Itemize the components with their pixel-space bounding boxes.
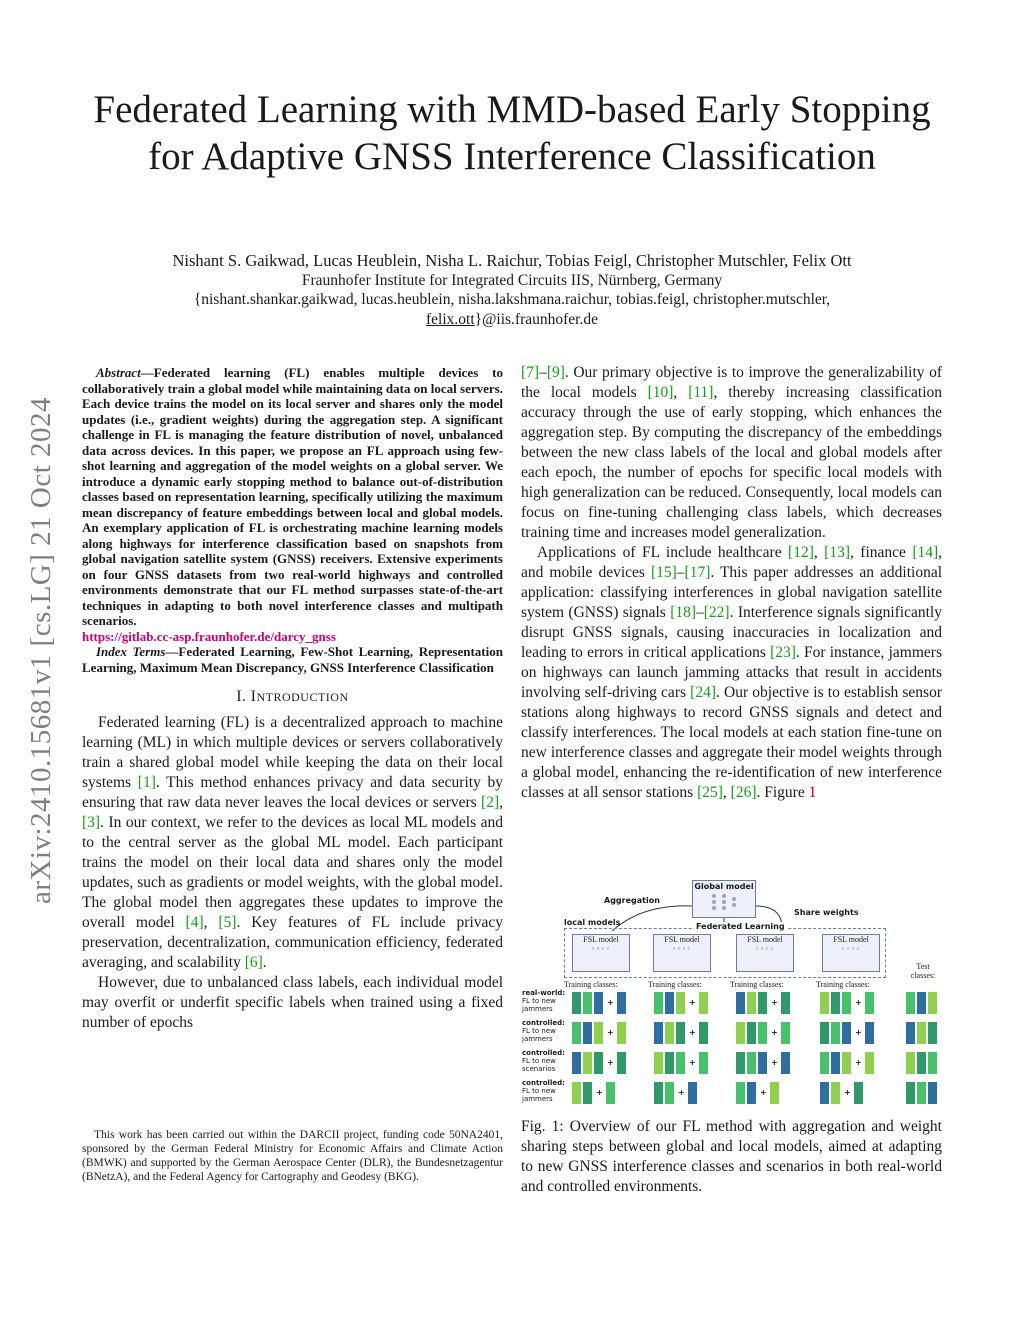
spectrogram-thumbnail — [583, 1052, 592, 1074]
left-column — [82, 365, 504, 1031]
spectrogram-thumbnail — [676, 992, 685, 1014]
spectrogram-thumbnail — [654, 1052, 663, 1074]
figure-caption: Fig. 1: Overview of our FL method with aggregation and weight sharing steps between global and local models, aimed at adapting to new GNSS interference classes and scenarios in both real-world and controlled environments. — [521, 1118, 942, 1195]
plus-sign: + — [678, 1088, 685, 1097]
code-repository-link[interactable]: https://gitlab.cc-asp.fraunhofer.de/darcy_gnss — [82, 628, 336, 644]
intro-paragraph-2: However, due to unbalanced class labels, each individual model may overfit or underfit specific labels when trained using a fixed number of epochs — [82, 974, 503, 1031]
spectrogram-thumbnail — [617, 992, 626, 1014]
plus-sign: + — [607, 1058, 614, 1067]
spectrogram-thumbnail — [699, 992, 708, 1014]
plus-sign: + — [771, 998, 778, 1007]
citation[interactable]: [24] — [690, 684, 716, 701]
right-column — [521, 363, 942, 803]
spectrogram-thumbnail — [758, 1052, 767, 1074]
citation[interactable]: [11] — [688, 384, 714, 401]
email-line-1: {nishant.shankar.gaikwad, lucas.heublein, nisha.lakshmana.raichur, tobias.feigl, christopher.mutschler, — [193, 291, 831, 308]
spectrogram-thumbnail — [831, 1082, 840, 1104]
row-label: real-world: FL to new jammers — [522, 989, 566, 1013]
citation[interactable]: [6] — [244, 954, 263, 971]
fsl-model-box: FSL model ∘∘∘∘ — [572, 934, 630, 972]
training-classes-label: Training classes: — [648, 980, 702, 989]
spectrogram-thumbnail — [831, 992, 840, 1014]
row-label: controlled: FL to new jammers — [522, 1079, 565, 1103]
share-weights-label: Share weights — [794, 908, 859, 917]
citation[interactable]: [9] — [546, 364, 565, 381]
figure-reference[interactable]: 1 — [808, 784, 817, 801]
spectrogram-thumbnail — [665, 1082, 674, 1104]
spectrogram-thumbnail — [617, 1052, 626, 1074]
plus-sign: + — [771, 1028, 778, 1037]
aggregation-label: Aggregation — [604, 896, 660, 905]
plus-sign: + — [607, 1028, 614, 1037]
citation[interactable]: [10] — [647, 384, 674, 401]
citation[interactable]: [7] — [521, 364, 540, 381]
plus-sign: + — [689, 1028, 696, 1037]
test-spectrogram-thumbnail — [928, 1022, 937, 1044]
fsl-model-box: FSL model ∘∘∘∘ — [653, 934, 711, 972]
test-spectrogram-thumbnail — [906, 1052, 915, 1074]
citation[interactable]: [3] — [82, 814, 101, 831]
spectrogram-thumbnail — [820, 1022, 829, 1044]
plus-sign: + — [844, 1088, 851, 1097]
intro-paragraph-3: Applications of FL include healthcare [12], [13], finance [14], and mobile devices [15]–[17]. This paper addresses an additional application: classifying interferences in global navigation satellite system (GNSS) signals [18]–[22]. Interference signals significantly disrupt GNSS signals, causing inaccuracies in localization and leading to errors in critical applications [23]. For instance, jammers on highways can launch jamming attacks that result in accidents involving self-driving cars [24]. Our objective is to establish sensor stations along highways to record GNSS signals and detect and classify interferences. The local models at each station fine-tune on new interference classes and aggregate their model weights through a global model, enhancing the re-identification of new interference classes at all sensor stations [25], [26]. Figure 1 — [521, 544, 943, 801]
citation[interactable]: [1] — [137, 774, 156, 791]
spectrogram-thumbnail — [654, 1022, 663, 1044]
abstract-text: —Federated learning (FL) enables multiple devices to collaboratively train a global model while maintaining data on local servers. Each device trains the model on its local server and shares only the model updates (i.e., gradient weights) during the aggregation step. A significant challenge in FL is managing the feature distribution of novel, unbalanced data across devices. In this paper, we propose an FL approach using few-shot learning and aggregation of the model weights on a global server. We introduce a dynamic early stopping method to balance out-of-distribution classes based on representation learning, specifically utilizing the maximum mean discrepancy of feature embeddings between local and global models. An exemplary application of FL is orchestrating machine learning models along highways for interference classification based on snapshots from global navigation satellite system (GNSS) receivers. Extensive experiments on four GNSS datasets from two real-world highways and controlled environments demonstrate that our FL method surpasses state-of-the-art techniques in adapting to both novel interference classes and multipath scenarios. — [82, 365, 503, 628]
abstract-lead: Abstract — [96, 365, 141, 380]
citation[interactable]: [2] — [481, 794, 500, 811]
test-spectrogram-thumbnail — [928, 992, 937, 1014]
spectrogram-thumbnail — [758, 992, 767, 1014]
spectrogram-thumbnail — [758, 1022, 767, 1044]
citation[interactable]: [26] — [730, 784, 757, 801]
arxiv-stamp — [14, 350, 70, 950]
affiliation: Fraunhofer Institute for Integrated Circuits IIS, Nürnberg, Germany — [301, 272, 723, 289]
spectrogram-thumbnail — [736, 992, 745, 1014]
test-spectrogram-thumbnail — [906, 1022, 915, 1044]
spectrogram-thumbnail — [594, 992, 603, 1014]
citation[interactable]: [15] — [650, 564, 677, 581]
spectrogram-thumbnail — [572, 1022, 581, 1044]
citation[interactable]: [18] — [670, 604, 697, 621]
citation[interactable]: [23] — [770, 644, 796, 661]
spectrogram-thumbnail — [781, 992, 790, 1014]
paper-title: Federated Learning with MMD-based Early Stopping for Adaptive GNSS Interference Classification — [93, 88, 931, 178]
funding-footnote: This work has been carried out within the DARCII project, funding code 50NA2401, sponsored by the German Federal Ministry for Economic Affairs and Climate Action (BMWK) and supported by the German Aerospace Center (DLR), the Bundesnetzagentur (BNetzA), and the Federal Agency for Cartography and Geodesy (BKG). — [82, 1129, 503, 1183]
spectrogram-thumbnail — [583, 992, 592, 1014]
spectrogram-thumbnail — [865, 1052, 874, 1074]
spectrogram-thumbnail — [842, 1022, 851, 1044]
email-user-link[interactable]: felix.ott — [426, 311, 475, 328]
spectrogram-thumbnail — [865, 1022, 874, 1044]
global-model-label: Global model — [694, 882, 754, 891]
test-spectrogram-thumbnail — [917, 1022, 926, 1044]
spectrogram-thumbnail — [831, 1022, 840, 1044]
test-spectrogram-thumbnail — [906, 992, 915, 1014]
spectrogram-thumbnail — [594, 1052, 603, 1074]
training-classes-label: Training classes: — [564, 980, 618, 989]
spectrogram-thumbnail — [865, 992, 874, 1014]
spectrogram-thumbnail — [747, 1022, 756, 1044]
row-label: controlled: FL to new scenarios — [522, 1049, 565, 1073]
spectrogram-thumbnail — [572, 1052, 581, 1074]
test-spectrogram-thumbnail — [928, 1052, 937, 1074]
spectrogram-thumbnail — [842, 992, 851, 1014]
test-spectrogram-thumbnail — [917, 1082, 926, 1104]
spectrogram-thumbnail — [820, 1082, 829, 1104]
spectrogram-thumbnail — [699, 1052, 708, 1074]
spectrogram-thumbnail — [583, 1082, 592, 1104]
spectrogram-thumbnail — [736, 1052, 745, 1074]
spectrogram-thumbnail — [572, 1082, 581, 1104]
spectrogram-thumbnail — [699, 1022, 708, 1044]
plus-sign: + — [760, 1088, 767, 1097]
spectrogram-thumbnail — [572, 992, 581, 1014]
fsl-model-box: FSL model ∘∘∘∘ — [822, 934, 880, 972]
spectrogram-thumbnail — [736, 1082, 745, 1104]
spectrogram-thumbnail — [747, 1052, 756, 1074]
test-spectrogram-thumbnail — [917, 1052, 926, 1074]
spectrogram-thumbnail — [583, 1022, 592, 1044]
index-terms-lead: Index Terms — [96, 644, 166, 659]
author-list: Nishant S. Gaikwad, Lucas Heublein, Nisha L. Raichur, Tobias Feigl, Christopher Mutschler, Felix Ott — [172, 251, 852, 270]
plus-sign: + — [855, 1058, 862, 1067]
spectrogram-thumbnail — [831, 1052, 840, 1074]
spectrogram-thumbnail — [781, 1022, 790, 1044]
spectrogram-thumbnail — [665, 992, 674, 1014]
plus-sign: + — [855, 998, 862, 1007]
email-line-2 — [80, 310, 944, 330]
arxiv-id: arXiv:2410.15681v1 [cs.LG] 21 Oct 2024 — [25, 396, 58, 904]
fsl-model-box: FSL model ∘∘∘∘ — [736, 934, 794, 972]
spectrogram-thumbnail — [820, 1052, 829, 1074]
abstract — [82, 365, 503, 629]
spectrogram-thumbnail — [820, 992, 829, 1014]
local-models-label: local models — [564, 918, 621, 927]
spectrogram-thumbnail — [736, 1022, 745, 1044]
citation[interactable]: [17] — [684, 564, 711, 581]
citation[interactable]: [4] — [185, 914, 204, 931]
spectrogram-thumbnail — [770, 1082, 779, 1104]
training-classes-label: Training classes: — [730, 980, 784, 989]
spectrogram-thumbnail — [842, 1052, 851, 1074]
spectrogram-thumbnail — [617, 1022, 626, 1044]
spectrogram-thumbnail — [781, 1052, 790, 1074]
author-emails — [80, 290, 944, 330]
test-spectrogram-thumbnail — [906, 1082, 915, 1104]
citation[interactable]: [13] — [824, 544, 850, 561]
spectrogram-thumbnail — [854, 1082, 863, 1104]
test-classes-label: Test classes: — [910, 962, 936, 980]
spectrogram-thumbnail — [747, 992, 756, 1014]
spectrogram-thumbnail — [665, 1052, 674, 1074]
spectrogram-thumbnail — [654, 1082, 663, 1104]
spectrogram-thumbnail — [676, 1052, 685, 1074]
test-spectrogram-thumbnail — [928, 1082, 937, 1104]
spectrogram-thumbnail — [594, 1022, 603, 1044]
index-terms — [82, 644, 503, 675]
plus-sign: + — [607, 998, 614, 1007]
test-spectrogram-thumbnail — [917, 992, 926, 1014]
citation[interactable]: [5] — [218, 914, 237, 931]
citation[interactable]: [25] — [697, 784, 723, 801]
spectrogram-grid — [522, 876, 942, 1111]
email-domain: }@iis.fraunhofer.de — [474, 311, 598, 328]
training-classes-label: Training classes: — [816, 980, 870, 989]
spectrogram-thumbnail — [654, 992, 663, 1014]
federated-learning-label: Federated Learning — [696, 922, 785, 931]
section-heading-introduction: I. INTRODUCTION — [236, 688, 349, 705]
plus-sign: + — [689, 998, 696, 1007]
plus-sign: + — [771, 1058, 778, 1067]
figure-1 — [522, 876, 942, 1111]
index-terms-text: —Federated Learning, Few-Shot Learning, Representation Learning, Maximum Mean Discrepancy, GNSS Interference Classification — [82, 644, 503, 675]
spectrogram-thumbnail — [688, 1082, 697, 1104]
citation[interactable]: [12] — [788, 544, 814, 561]
spectrogram-thumbnail — [747, 1082, 756, 1104]
plus-sign: + — [855, 1028, 862, 1037]
citation[interactable]: [14] — [912, 544, 939, 561]
spectrogram-thumbnail — [676, 1022, 685, 1044]
plus-sign: + — [689, 1058, 696, 1067]
citation[interactable]: [22] — [703, 604, 730, 621]
spectrogram-thumbnail — [606, 1082, 615, 1104]
spectrogram-thumbnail — [665, 1022, 674, 1044]
row-label: controlled: FL to new jammers — [522, 1019, 565, 1043]
intro-paragraph-2-continued: [7]–[9]. Our primary objective is to improve the generalizability of the local models [10], [11], thereby increasing classification accuracy through the use of early stopping, which enhances the aggregation step. By computing the discrepancy of the embeddings between the new class labels of the local and global models after each epoch, the number of epochs for specific local models with high generalization can be reduced. Consequently, local models can focus on fine-tuning challenging class labels, which decreases training time and increases model generalization. — [521, 364, 943, 541]
intro-paragraph-1: Federated learning (FL) is a decentralized approach to machine learning (ML) in which multiple devices or servers collaboratively train a shared global model while keeping the data on their local systems [1]. This method enhances privacy and data security by ensuring that raw data never leaves the local devices or servers [2], [3]. In our context, we refer to the devices as local ML models and to the central server as the global ML model. Each participant trains the model on their local data and shares only the model updates, such as gradients or model weights, with the global model. The global model then aggregates these updates to improve the overall model [4], [5]. Key features of FL include privacy preservation, decentralization, communication efficiency, federated averaging, and scalability [6]. — [82, 714, 504, 971]
plus-sign: + — [596, 1088, 603, 1097]
